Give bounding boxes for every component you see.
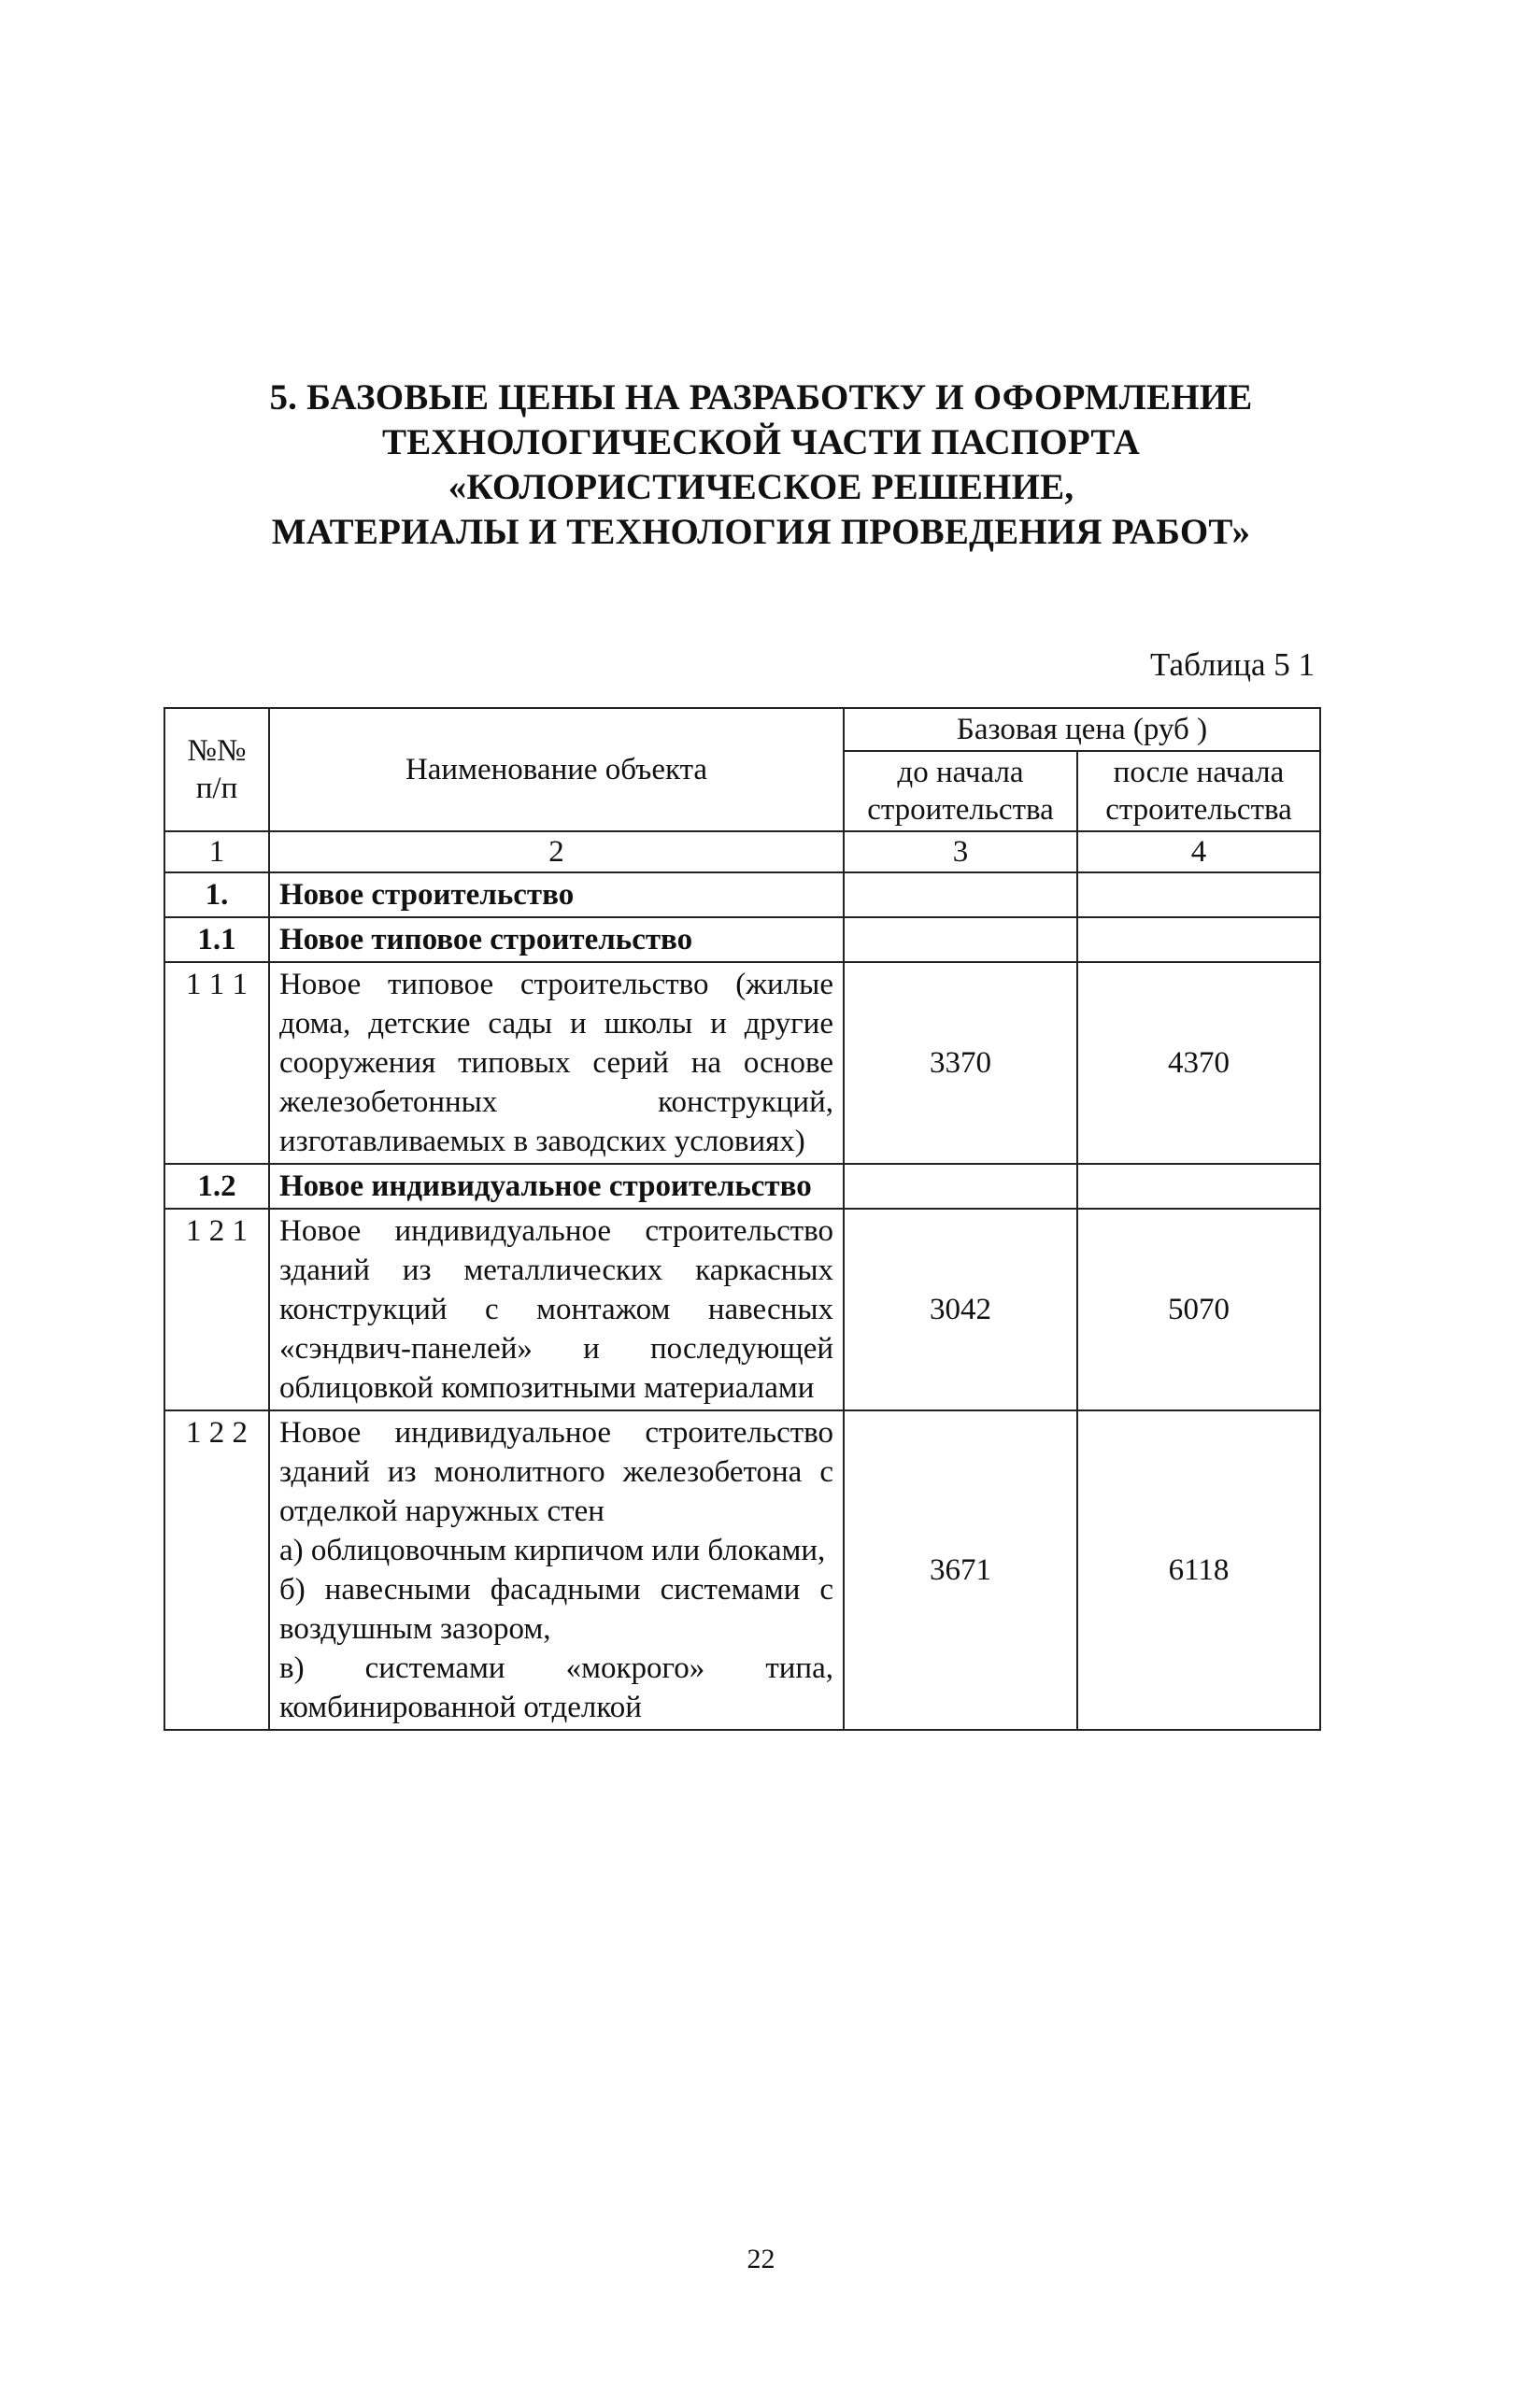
row-name-line: в) системами «мокрого» типа, комбинированной отделкой — [279, 1651, 833, 1724]
page-number: 22 — [747, 2244, 775, 2274]
price-before: 3671 — [844, 1410, 1077, 1730]
heading-line-2: ТЕХНОЛОГИЧЕСКОЙ ЧАСТИ ПАСПОРТА — [381, 422, 1141, 462]
price-after: 4370 — [1077, 962, 1320, 1164]
row-num: 1.1 — [164, 917, 269, 962]
price-after: 5070 — [1077, 1209, 1320, 1410]
column-numbers-row — [164, 831, 1320, 872]
page-heading — [0, 375, 1522, 555]
header-base-price: Базовая цена (руб ) — [844, 708, 1320, 751]
header-name: Наименование объекта — [269, 708, 844, 831]
price-table-wrapper — [164, 707, 1319, 1731]
row-name: Новое типовое строительство — [269, 917, 844, 962]
price-after — [1077, 917, 1320, 962]
table-row — [164, 1164, 1320, 1209]
column-number: 3 — [844, 831, 1077, 872]
table-row — [164, 917, 1320, 962]
column-number: 2 — [269, 831, 844, 872]
row-name: Новое строительство — [269, 872, 844, 917]
table-row — [164, 962, 1320, 1164]
price-table — [164, 707, 1321, 1731]
price-after: 6118 — [1077, 1410, 1320, 1730]
header-before: до начала строительства — [844, 751, 1077, 831]
row-name-line: Новое индивидуальное строительство зданий из монолитного железобетона с отделкой наружных стен — [279, 1416, 833, 1528]
table-row — [164, 1410, 1320, 1730]
table-row — [164, 872, 1320, 917]
price-before: 3370 — [844, 962, 1077, 1164]
header-num: №№ п/п — [164, 708, 269, 831]
row-num: 1. — [164, 872, 269, 917]
row-name — [269, 1410, 844, 1730]
column-number: 4 — [1077, 831, 1320, 872]
row-num: 1 2 1 — [164, 1209, 269, 1410]
row-num: 1 1 1 — [164, 962, 269, 1164]
row-num: 1 2 2 — [164, 1410, 269, 1730]
header-row-1 — [164, 708, 1320, 751]
row-name-line: б) навесными фасадными системами с воздушным зазором, — [279, 1573, 833, 1646]
table-caption: Таблица 5 1 — [1150, 646, 1315, 683]
price-before: 3042 — [844, 1209, 1077, 1410]
row-name-line: а) облицовочным кирпичом или блоками, — [279, 1534, 826, 1567]
heading-line-4: МАТЕРИАЛЫ И ТЕХНОЛОГИЯ ПРОВЕДЕНИЯ РАБОТ» — [271, 512, 1251, 552]
row-name: Новое типовое строительство (жилые дома, детские сады и школы и другие сооружения типовых серий на основе железобетонных конструкций, изготавливаемых в заводских условиях) — [269, 962, 844, 1164]
price-before — [844, 917, 1077, 962]
row-num: 1.2 — [164, 1164, 269, 1209]
column-number: 1 — [164, 831, 269, 872]
header-after: после начала строительства — [1077, 751, 1320, 831]
price-before — [844, 872, 1077, 917]
row-name: Новое индивидуальное строительство зданий из металлических каркасных конструкций с монтажом навесных «сэндвич-панелей» и последующей облицовкой композитными материалами — [269, 1209, 844, 1410]
price-after — [1077, 1164, 1320, 1209]
heading-line-3: «КОЛОРИСТИЧЕСКОЕ РЕШЕНИЕ, — [448, 467, 1074, 507]
price-before — [844, 1164, 1077, 1209]
table-row — [164, 1209, 1320, 1410]
heading-line-1: 5. БАЗОВЫЕ ЦЕНЫ НА РАЗРАБОТКУ И ОФОРМЛЕНИЕ — [269, 377, 1253, 418]
row-name: Новое индивидуальное строительство — [269, 1164, 844, 1209]
price-after — [1077, 872, 1320, 917]
